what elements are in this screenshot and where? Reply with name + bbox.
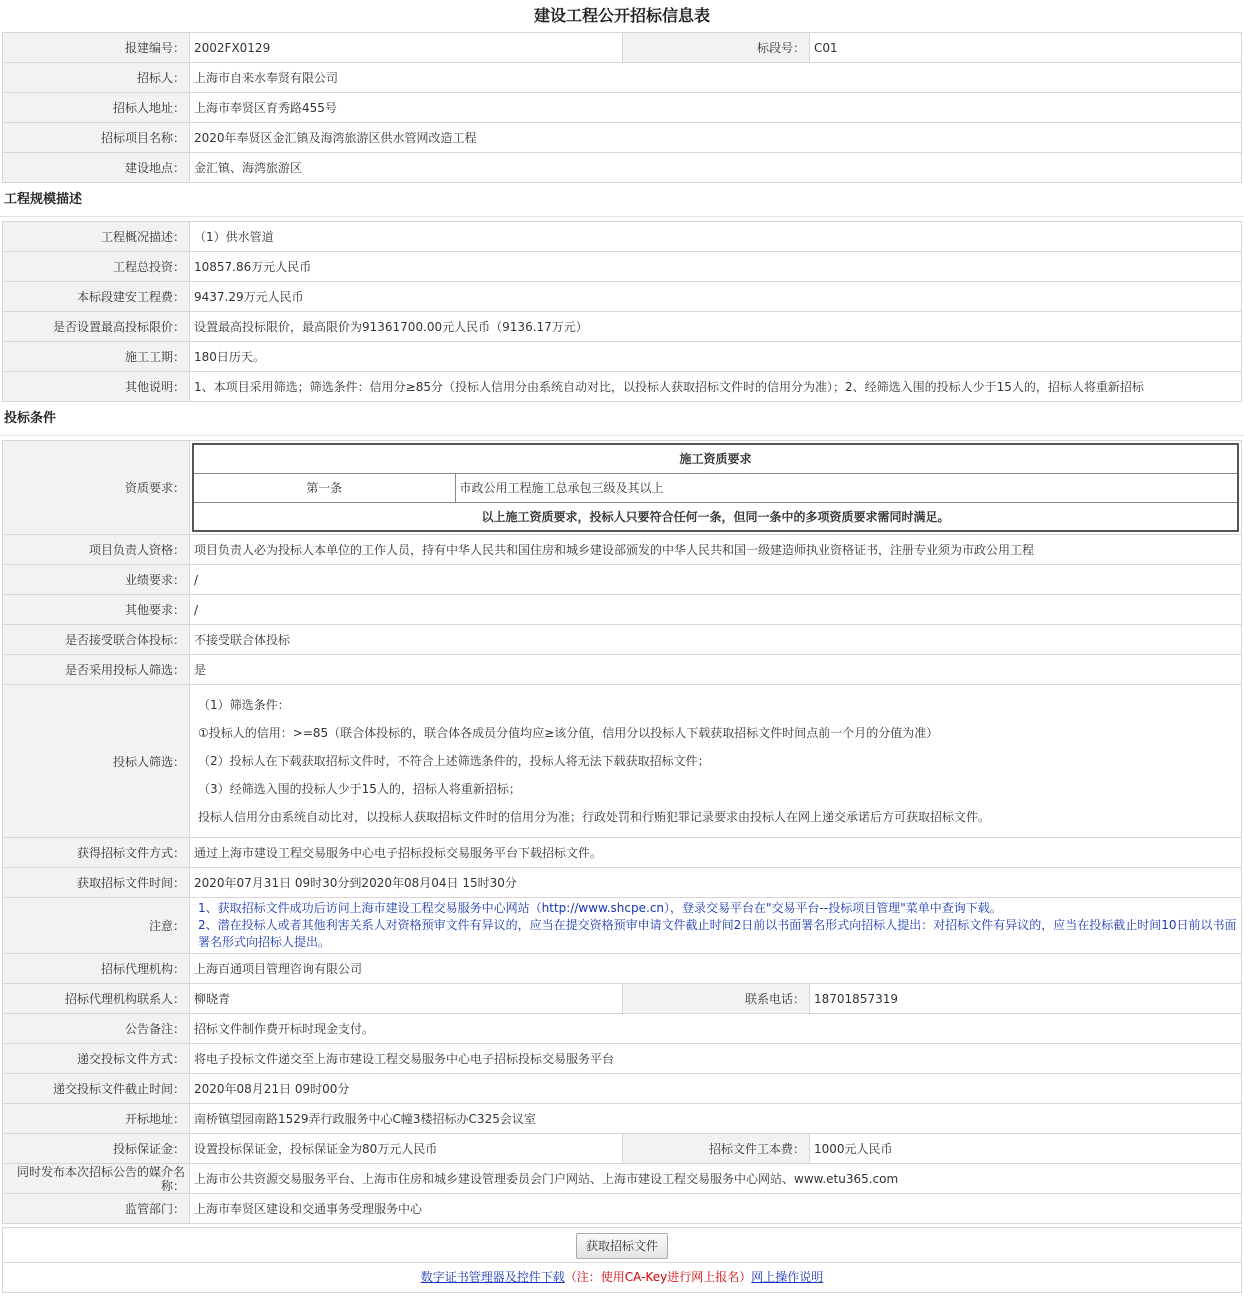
open-addr-value: 南桥镇望园南路1529弄行政服务中心C幢3楼招标办C325会议室 — [190, 1104, 1242, 1134]
performance-value: / — [190, 565, 1242, 595]
table-row — [3, 898, 1242, 954]
tenderer-value: 上海市自来水奉贤有限公司 — [190, 63, 1242, 93]
screening-line: （1）筛选条件： — [198, 698, 290, 712]
overview-label: 工程概况描述： — [3, 222, 190, 252]
supervisor-value: 上海市奉贤区建设和交通事务受理服务中心 — [190, 1194, 1242, 1224]
table-row — [3, 282, 1242, 312]
table-row — [3, 954, 1242, 984]
table-row — [3, 625, 1242, 655]
action-bar — [2, 1227, 1242, 1263]
ca-note-close: ） — [739, 1270, 752, 1284]
tenderer-addr-value: 上海市奉贤区育秀路455号 — [190, 93, 1242, 123]
remark-label: 公告备注： — [3, 1014, 190, 1044]
screening-line: （2）投标人在下载获取招标文件时，不符合上述筛选条件的，投标人将无法下载获取招标文件； — [198, 754, 710, 768]
page-title: 建设工程公开招标信息表 — [533, 6, 710, 25]
table-row — [3, 33, 1242, 63]
doc-method-value: 通过上海市建设工程交易服务中心电子招标投标交易服务平台下载招标文件。 — [190, 838, 1242, 868]
total-invest-value: 10857.86万元人民币 — [190, 252, 1242, 282]
table-row — [3, 595, 1242, 625]
online-guide-link[interactable]: 网上操作说明 — [751, 1270, 824, 1284]
doc-method-label: 获得招标文件方式： — [3, 838, 190, 868]
agent-label: 招标代理机构： — [3, 954, 190, 984]
table-row — [3, 685, 1242, 838]
table-row — [3, 535, 1242, 565]
table-row — [3, 1074, 1242, 1104]
duration-value: 180日历天。 — [190, 342, 1242, 372]
agent-contact-label: 招标代理机构联系人： — [3, 984, 190, 1014]
table-row — [3, 1134, 1242, 1164]
supervisor-label: 监管部门： — [3, 1194, 190, 1224]
doc-fee-value: 1000元人民币 — [810, 1134, 1242, 1164]
notice-line: 1、获取招标文件成功后访问上海市建设工程交易服务中心网站（http://www.shcpe.cn），登录交易平台在"交易平台--投标项目管理"菜单中查询下载。 — [198, 901, 1002, 915]
bond-label: 投标保证金： — [3, 1134, 190, 1164]
footer-links — [2, 1263, 1242, 1293]
scale-table — [2, 221, 1242, 402]
overview-value: （1）供水管道 — [190, 222, 1242, 252]
table-row — [3, 153, 1242, 183]
deadline-value: 2020年08月21日 09时00分 — [190, 1074, 1242, 1104]
site-value: 金汇镇、海湾旅游区 — [190, 153, 1242, 183]
screening-label: 投标人筛选： — [3, 685, 190, 838]
section-cost-label: 本标段建安工程费： — [3, 282, 190, 312]
conditions-section-heading: 投标条件 — [0, 402, 1244, 436]
screening-line: 投标人信用分由系统自动比对，以投标人获取招标文件时的信用分为准；行政处罚和行贿犯罪记录要求由投标人在网上递交承诺后方可获取招标文件。 — [198, 810, 991, 824]
table-row — [3, 838, 1242, 868]
conditions-table — [2, 440, 1242, 1224]
ca-note-open: （注： — [564, 1270, 601, 1284]
phone-label: 联系电话： — [623, 984, 810, 1014]
table-row — [3, 342, 1242, 372]
submit-method-label: 递交投标文件方式： — [3, 1044, 190, 1074]
table-row — [3, 655, 1242, 685]
notice-line: 2、潜在投标人或者其他利害关系人对资格预审文件有异议的，应当在提交资格预审申请文件截止时间2日前以书面署名形式向招标人提出：对招标文件有异议的，应当在投标截止时间10日前以书面署名形式向招标人提出。 — [198, 918, 1237, 949]
basic-info-table — [2, 32, 1242, 183]
qualification-desc: 市政公用工程施工总承包三级及其以上 — [455, 473, 1238, 502]
table-row — [3, 441, 1242, 535]
table-row — [3, 1164, 1242, 1194]
tenderer-label: 招标人： — [3, 63, 190, 93]
get-tender-doc-button[interactable]: 获取招标文件 — [576, 1233, 668, 1259]
other-req-label: 其他要求： — [3, 595, 190, 625]
screening-line: （3）经筛选入围的投标人少于15人的，招标人将重新招标； — [198, 782, 521, 796]
tenderer-addr-label: 招标人地址： — [3, 93, 190, 123]
other-note-value: 1、本项目采用筛选；筛选条件：信用分≥85分（投标人信用分由系统自动对比，以投标人获取招标文件时的信用分为准）；2、经筛选入围的投标人少于15人的，招标人将重新招标 — [190, 372, 1242, 402]
doc-time-label: 获取招标文件时间： — [3, 868, 190, 898]
notice-label: 注意： — [3, 898, 190, 954]
table-row — [3, 123, 1242, 153]
section-no-label: 标段号： — [623, 33, 810, 63]
max-price-value: 设置最高投标限价，最高限价为91361700.00元人民币（9136.17万元） — [190, 312, 1242, 342]
open-addr-label: 开标地址： — [3, 1104, 190, 1134]
remark-value: 招标文件制作费开标时现金支付。 — [190, 1014, 1242, 1044]
table-row — [3, 63, 1242, 93]
consortium-label: 是否接受联合体投标： — [3, 625, 190, 655]
screening-line: ①投标人的信用：>=85（联合体投标的，联合体各成员分值均应≥该分值，信用分以投标人下载获取招标文件时间点前一个月的分值为准） — [198, 726, 939, 740]
max-price-label: 是否设置最高投标限价： — [3, 312, 190, 342]
other-req-value: / — [190, 595, 1242, 625]
media-value: 上海市公共资源交易服务平台、上海市住房和城乡建设管理委员会门户网站、上海市建设工程交易服务中心网站、www.etu365.com — [190, 1164, 1242, 1194]
table-row — [3, 1014, 1242, 1044]
qualification-item: 第一条 — [193, 473, 455, 502]
qualification-table-header: 施工资质要求 — [193, 444, 1238, 473]
site-label: 建设地点： — [3, 153, 190, 183]
other-note-label: 其他说明： — [3, 372, 190, 402]
table-row — [3, 565, 1242, 595]
table-row — [3, 252, 1242, 282]
phone-value: 18701857319 — [810, 984, 1242, 1014]
project-name-label: 招标项目名称： — [3, 123, 190, 153]
table-row — [3, 372, 1242, 402]
qualification-label: 资质要求： — [3, 441, 190, 535]
table-row — [3, 93, 1242, 123]
qualification-note: 以上施工资质要求，投标人只要符合任何一条，但同一条中的多项资质要求需同时满足。 — [193, 502, 1238, 531]
table-row — [3, 312, 1242, 342]
doc-time-value: 2020年07月31日 09时30分到2020年08月04日 15时30分 — [190, 868, 1242, 898]
table-row — [3, 1194, 1242, 1224]
project-name-value: 2020年奉贤区金汇镇及海湾旅游区供水管网改造工程 — [190, 123, 1242, 153]
report-no-label: 报建编号： — [3, 33, 190, 63]
screening-used-value: 是 — [190, 655, 1242, 685]
table-row — [3, 1104, 1242, 1134]
submit-method-value: 将电子投标文件递交至上海市建设工程交易服务中心电子招标投标交易服务平台 — [190, 1044, 1242, 1074]
ca-note-text: 使用CA-Key进行网上报名 — [600, 1270, 740, 1284]
table-row — [3, 222, 1242, 252]
consortium-value: 不接受联合体投标 — [190, 625, 1242, 655]
section-cost-value: 9437.29万元人民币 — [190, 282, 1242, 312]
agent-value: 上海百通项目管理咨询有限公司 — [190, 954, 1242, 984]
performance-label: 业绩要求： — [3, 565, 190, 595]
qualification-table — [192, 443, 1239, 532]
media-label: 同时发布本次招标公告的媒介名称： — [3, 1164, 190, 1194]
doc-fee-label: 招标文件工本费： — [623, 1134, 810, 1164]
table-row — [3, 868, 1242, 898]
notice-block — [194, 898, 1241, 953]
scale-section-heading: 工程规模描述 — [0, 183, 1244, 217]
cert-download-link[interactable]: 数字证书管理器及控件下载 — [420, 1270, 565, 1284]
deadline-label: 递交投标文件截止时间： — [3, 1074, 190, 1104]
total-invest-label: 工程总投资： — [3, 252, 190, 282]
manager-label: 项目负责人资格： — [3, 535, 190, 565]
screening-block — [194, 685, 1241, 837]
bond-value: 设置投标保证金，投标保证金为80万元人民币 — [190, 1134, 623, 1164]
duration-label: 施工工期： — [3, 342, 190, 372]
section-no-value: C01 — [810, 33, 1242, 63]
screening-used-label: 是否采用投标人筛选： — [3, 655, 190, 685]
table-row — [193, 473, 1238, 502]
report-no-value: 2002FX0129 — [190, 33, 623, 63]
manager-value: 项目负责人必为投标人本单位的工作人员，持有中华人民共和国住房和城乡建设部颁发的中华人民共和国一级建造师执业资格证书，注册专业须为市政公用工程 — [190, 535, 1242, 565]
table-row — [3, 1044, 1242, 1074]
table-row — [3, 984, 1242, 1014]
agent-contact-value: 柳晓青 — [190, 984, 623, 1014]
